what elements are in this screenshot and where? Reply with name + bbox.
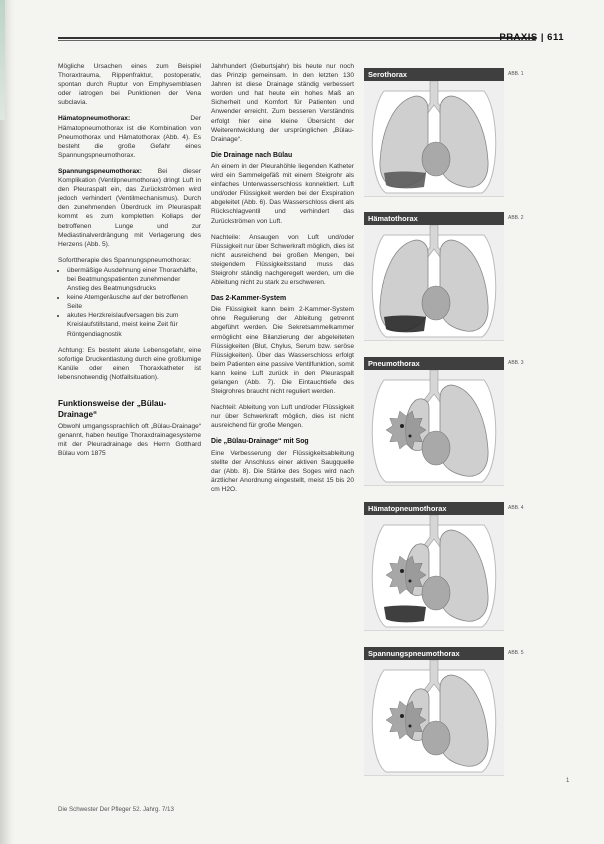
heading-suction: Die „Bülau-Drainage“ mit Sog bbox=[211, 438, 309, 446]
lung-illustration bbox=[364, 81, 504, 196]
heading-buelau: Die Drainage nach Bülau bbox=[211, 151, 293, 159]
page-edge-tint bbox=[0, 0, 5, 120]
list-item: • keine Atemgeräusche auf der betroffenen Seite bbox=[67, 293, 201, 311]
figure-label: Hämatothorax bbox=[364, 212, 504, 225]
paragraph-history: Jahrhundert (Geburtsjahr) bis heute nur noch das Prinzip gemeinsam. In den letzten 130 Jahren ist diese Drainage ständig verbessert worden und hat heute ein hohes Maß an Sicherheit und Komfort für Patienten und Anwender erreicht. Zum besseren Verständnis erfolgt hier eine kleine Übersicht der Weiterentwicklung der ursprünglichen „Bülau-Drainage“. bbox=[211, 63, 354, 143]
list-item: • übermäßige Ausdehnung einer Thoraxhälfte, bei Beatmungspatienten zunehmender Anstieg des Beatmungsdrucks bbox=[67, 266, 201, 293]
figure-label: Serothorax bbox=[364, 68, 504, 81]
figure-tension bbox=[364, 647, 504, 776]
figure-label: Pneumothorax bbox=[364, 357, 504, 370]
figure-pneumo bbox=[364, 357, 504, 486]
list-item: • akutes Herzkreislaufversagen bis zum Kreislaufstillstand, meist keine Zeit für Röntgendiagnostik bbox=[67, 311, 201, 338]
heart bbox=[422, 286, 450, 320]
page-footer: Die Schwester Der Pfleger 52. Jahrg. 7/13 bbox=[58, 806, 174, 813]
paragraph-buelau: An einem in der Pleurahöhle liegenden Katheter wird ein Sammelgefäß mit einem Steigrohr als einfaches Unterwasserschloss konnektiert. Luft und/oder Flüssigkeit werden bei der Exspiration abgeleitet (Abb. 6). Das Wasserschloss dient als Rückschlagventil und verhindert das Zurückströmen von Luft. bbox=[211, 162, 354, 225]
heart bbox=[422, 431, 450, 465]
heart bbox=[422, 576, 450, 610]
pleural-fluid bbox=[384, 172, 426, 189]
figure-sero bbox=[364, 68, 504, 197]
paragraph-action: Achtung: Es besteht akute Lebensgefahr, eine sofortige Druckentlastung durch eine großlumige Kanüle oder einen Thoraxkatheter ist lebensnotwendig (Notfallsituation). bbox=[58, 346, 201, 381]
pleural-fluid bbox=[384, 316, 426, 333]
page-header-title: PRAXIS | 611 bbox=[499, 32, 564, 43]
lung-illustration bbox=[364, 370, 504, 485]
heading-two-chamber: Das 2-Kammer-System bbox=[211, 295, 287, 303]
air-bubble bbox=[400, 569, 404, 573]
figure-number: ABB. 1 bbox=[508, 71, 524, 77]
figure-label: Spannungspneumothorax bbox=[364, 647, 504, 660]
term-hemato: Hämatopneumothorax: bbox=[58, 115, 131, 123]
air-bubble bbox=[409, 725, 412, 728]
paragraph-tension bbox=[58, 167, 201, 249]
air-bubble bbox=[409, 435, 412, 438]
paragraph-disadvantage-2: Nachteil: Ableitung von Luft und/oder Flüssigkeit nur über Schwerkraft möglich, dies ist nicht ausreichend für große Mengen. bbox=[211, 404, 354, 430]
paragraph-disadvantage-1: Nachteile: Ansaugen von Luft und/oder Flüssigkeit nur über Schwerkraft möglich, dies ist nicht ausreichend bei großen Mengen, bei steigendem Flüssigkeitsstand muss das Steigrohr ständig nachgeregelt werden, um die Ableitung nicht zu stark zu erschweren. bbox=[211, 233, 354, 287]
air-bubble bbox=[409, 580, 412, 583]
figure-label: Hämatopneumothorax bbox=[364, 502, 504, 515]
page-gutter-shadow bbox=[0, 0, 14, 844]
term-tension: Spannungspneumothorax: bbox=[58, 167, 142, 175]
text-column-2 bbox=[211, 62, 354, 501]
paragraph-two-chamber: Die Flüssigkeit kann beim 2-Kammer-System ohne Regulierung der Ableitung getrennt abgeführt werden. Die Sekretsammelkammer ermöglicht eine Bilanzierung der abgeleiteten Flüssigkeiten (Blut, Chylus, Serum bzw. seröse Flüssigkeiten). Über das Wasserschloss erfolgt beim Patienten eine passive Ventilfunktion, somit kann keine Luft zurück in den Pleuraspalt gelangen (Abb. 7). Die Eintauchtiefe des Steigrohres braucht nicht reguliert werden. bbox=[211, 306, 354, 396]
heart bbox=[422, 142, 450, 176]
figure-number: ABB. 3 bbox=[508, 360, 524, 366]
paragraph-suction: Eine Verbesserung der Flüssigkeitsableitung stellte der Anschluss einer aktiven Saugquelle dar (Abb. 8). Die Stärke des Soges wird nach ärztlicher Anordnung eingestellt, meist 15 bis 20 cm H2O. bbox=[211, 449, 354, 493]
text-hemato: Der Hämatopneumothorax ist die Kombination von Pneumothorax und Hämatothorax (Abb. 4). Es besteht die große Gefahr eines Spannungspneumothorax. bbox=[58, 115, 201, 159]
text-column-1 bbox=[58, 62, 201, 465]
text-tension: Bei dieser Komplikation (Ventilpneumothorax) dringt Luft in den Pleuraspalt ein, das Zurückströmen wird jedoch verhindert (Ventilmechanismus). Durch den zunehmenden Überdruck im Pleuraspalt kommt es zum kompletten Kollaps der betroffenen Lunge und zur Mediastinalverdrängung mit Verlagerung des Herzens (Abb. 5). bbox=[58, 167, 201, 248]
air-bubble bbox=[400, 424, 404, 428]
air-bubble bbox=[400, 714, 404, 718]
figure-hemato bbox=[364, 212, 504, 341]
figure-number: ABB. 4 bbox=[508, 505, 524, 511]
figure-number: ABB. 5 bbox=[508, 650, 524, 656]
figure-number: ABB. 2 bbox=[508, 215, 524, 221]
paragraph-causes: Mögliche Ursachen eines zum Beispiel Thoraxtrauma, Rippenfraktur, postoperativ, spontan durch Ruptur von Emphysemblasen oder iatrogen bei Punktionen der Vena subclavia. bbox=[58, 63, 201, 107]
lung-illustration bbox=[364, 660, 504, 775]
section-heading-function: Funktionsweise der „Bülau-Drainage“ bbox=[58, 399, 167, 419]
pleural-fluid bbox=[384, 606, 426, 623]
header-rule-thick bbox=[58, 37, 536, 39]
margin-mark: 1 bbox=[566, 778, 570, 784]
lung-illustration bbox=[364, 515, 504, 630]
paragraph-function: Obwohl umgangssprachlich oft „Bülau-Drainage“ genannt, haben heutige Thoraxdrainagesysteme mit der Pleuradrainage des Herrn Gotthard Bülau vom 1875 bbox=[58, 423, 201, 458]
heart bbox=[422, 721, 450, 755]
header-rule bbox=[58, 40, 536, 41]
figure-hematopneumo bbox=[364, 502, 504, 631]
symptom-list bbox=[58, 266, 201, 339]
lung-illustration bbox=[364, 225, 504, 340]
list-intro: Soforttherapie des Spannungspneumothorax: bbox=[58, 256, 192, 264]
paragraph-hemato bbox=[58, 114, 201, 159]
